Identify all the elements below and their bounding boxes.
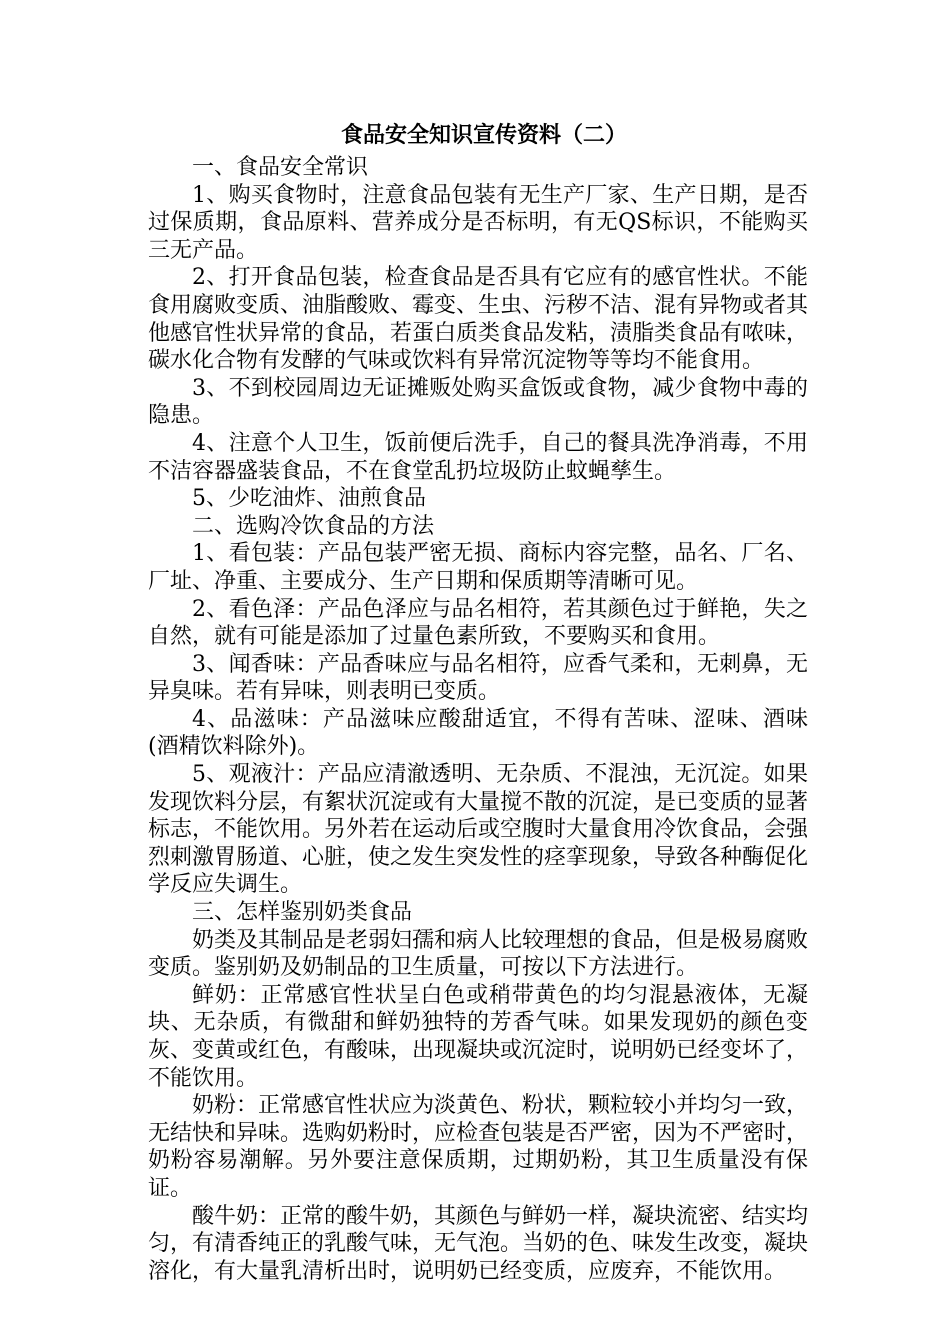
- section-heading-1: 一、食品安全常识: [192, 155, 369, 180]
- paragraph: 3、闻香味：产品香味应与品名相符，应香气柔和，无刺鼻，无异臭味。若有异味，则表明已变质。: [148, 651, 808, 705]
- paragraph: 5、少吃油炸、油煎食品: [192, 486, 426, 512]
- paragraph: 2、看色泽：产品色泽应与品名相符，若其颜色过于鲜艳，失之自然，就有可能是添加了过量色素所致，不要购买和食用。: [148, 596, 808, 650]
- section-heading-3: 三、怎样鉴别奶类食品: [192, 900, 413, 926]
- paragraph: 酸牛奶：正常的酸牛奶，其颜色与鲜奶一样，凝块流密、结实均匀，有清香纯正的乳酸气味，无气泡。当奶的色、味发生改变，凝块溶化，有大量乳清析出时，说明奶已经变质，应废弃，不能饮用。: [148, 1203, 809, 1284]
- paragraph: 2、打开食品包装，检查食品是否具有它应有的感官性状。不能食用腐败变质、油脂酸败、霉变、生虫、污秽不洁、混有异物或者其他感官性状异常的食品，若蛋白质类食品发粘，渍脂类食品有哝味，碳水化合物有发酵的气味或饮料有异常沉淀物等等均不能食用。: [148, 265, 809, 374]
- document-title: 食品安全知识宣传资料（二）: [340, 123, 627, 148]
- paragraph: 4、注意个人卫生，饭前便后洗手，自己的餐具洗净消毒，不用不洁容器盛装食品，不在食堂乱扔垃圾防止蚊蝇孳生。: [148, 430, 808, 484]
- paragraph: 1、看包装：产品包装严密无损、商标内容完整，品名、厂名、厂址、净重、主要成分、生产日期和保质期等清晰可见。: [148, 541, 808, 594]
- paragraph: 奶类及其制品是老弱妇孺和病人比较理想的食品，但是极易腐败变质。鉴别奶及奶制品的卫生质量，可按以下方法进行。: [148, 927, 809, 981]
- paragraph: 鲜奶：正常感官性状呈白色或稍带黄色的均匀混悬液体，无凝块、无杂质，有微甜和鲜奶独特的芳香气味。如果发现奶的颜色变灰、变黄或红色，有酸味，出现凝块或沉淀时，说明奶已经变坏了，不能饮用。: [148, 982, 809, 1091]
- paragraph: 5、观液汁：产品应清澈透明、无杂质、不混浊，无沉淀。如果发现饮料分层，有絮状沉淀或有大量搅不散的沉淀，是已变质的显著标志，不能饮用。另外若在运动后或空腹时大量食用冷饮食品，会强烈刺激胃肠道、心脏，使之发生突发性的痉挛现象，导致各种酶促化学反应失调生。: [148, 762, 809, 898]
- section-heading-2: 二、选购冷饮食品的方法: [192, 513, 435, 539]
- paragraph: 3、不到校园周边无证摊贩处购买盒饭或食物，减少食物中毒的隐患。: [148, 375, 808, 429]
- paragraph: 4、品滋味：产品滋味应酸甜适宜，不得有苦味、涩味、酒味(酒精饮料除外)。: [148, 706, 808, 760]
- document-page: [148, 118, 808, 1285]
- paragraph: 1、购买食物时，注意食品包装有无生产厂家、生产日期，是否过保质期，食品原料、营养成分是否标明，有无QS标识，不能购买三无产品。: [148, 182, 808, 263]
- paragraph: 奶粉：正常感官性状应为淡黄色、粉状，颗粒较小并均匀一致，无结快和异味。选购奶粉时，应检查包装是否严密，因为不严密时，奶粉容易潮解。另外要注意保质期，过期奶粉，其卫生质量没有保证。: [148, 1093, 809, 1201]
